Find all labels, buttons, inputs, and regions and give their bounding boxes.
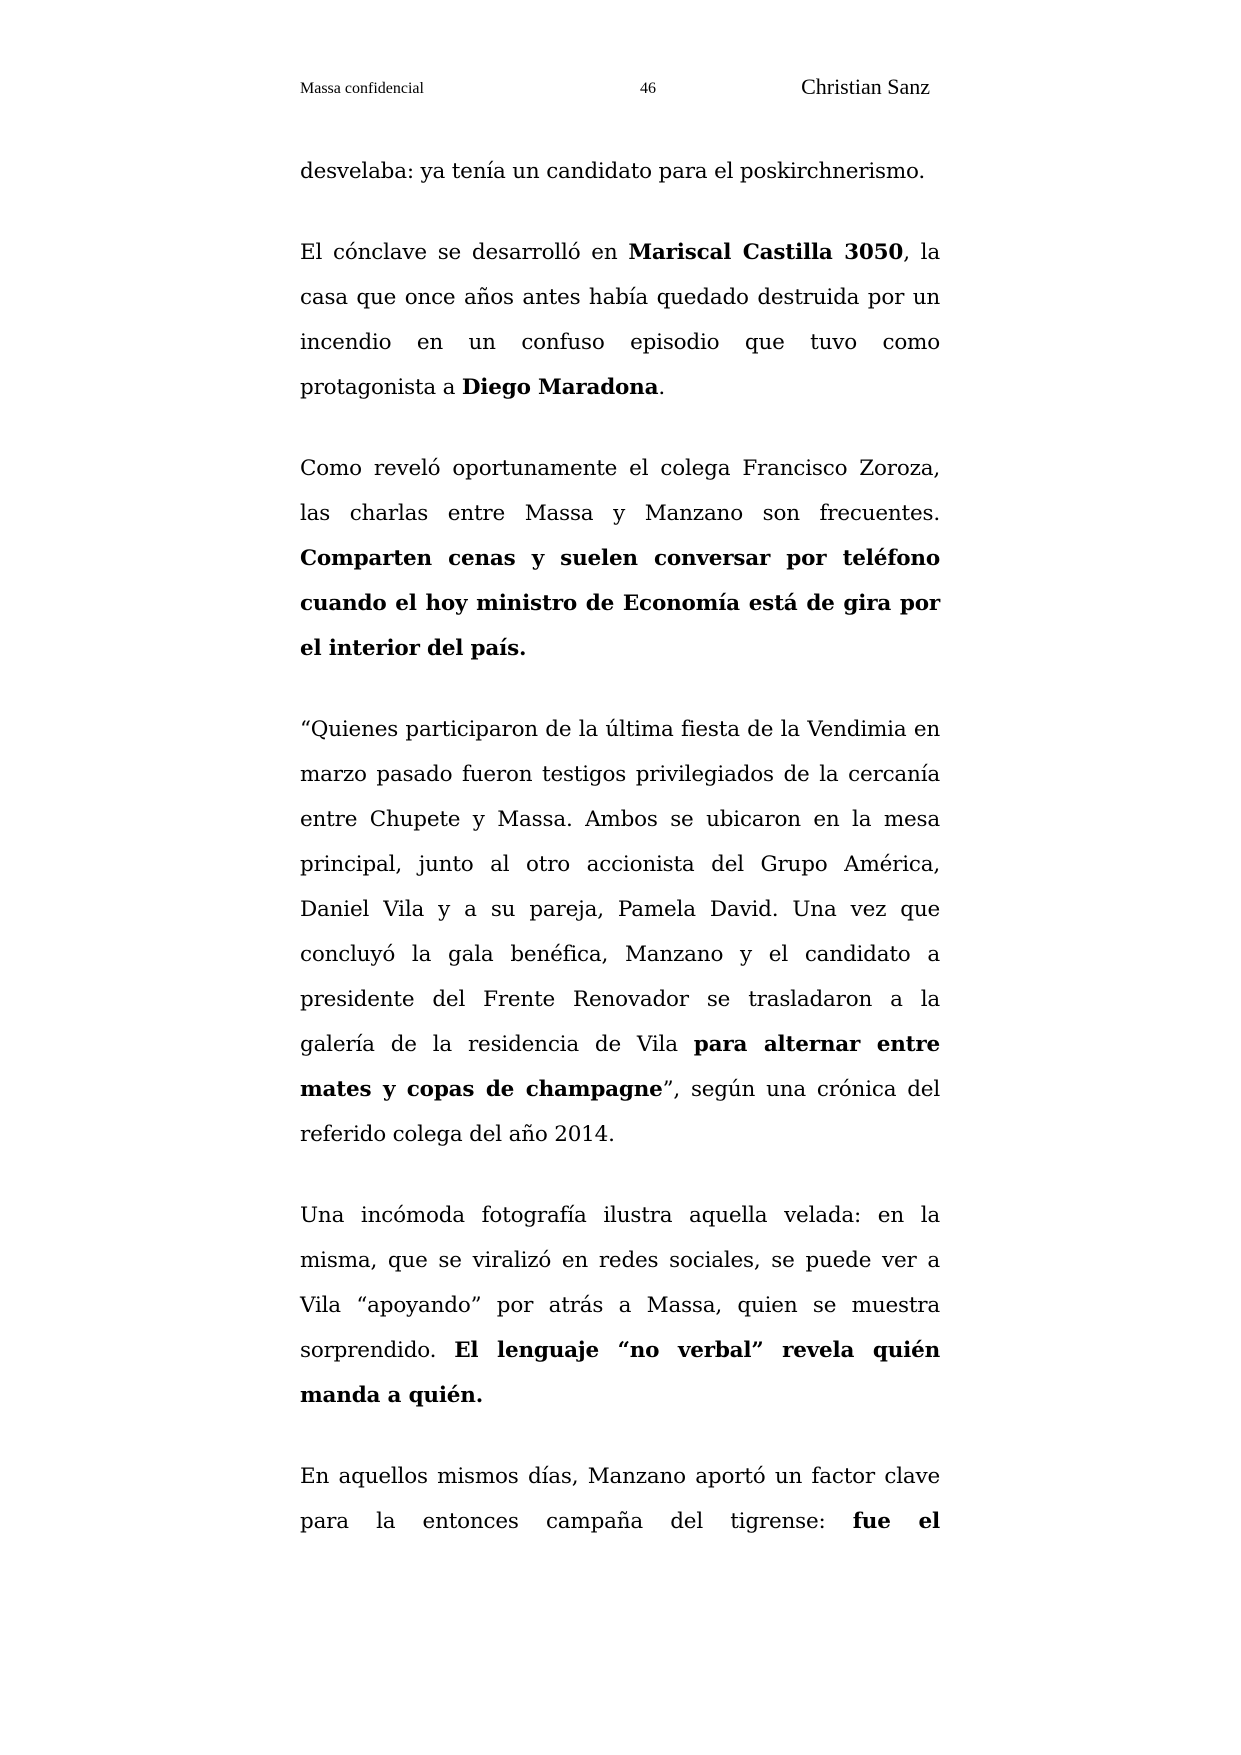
header-author: Christian Sanz: [801, 74, 930, 99]
bold-text-segment: Comparten cenas y suelen conversar por teléfono cuando el hoy ministro de Economía está de gira por el interior del país.: [300, 546, 940, 661]
text-segment: , la casa que once años antes había quedado destruida por un incendio en un confuso episodio que tuvo como protagonista a: [300, 240, 940, 400]
paragraph: [300, 1454, 940, 1544]
paragraph: [300, 149, 940, 194]
text-segment: desvelaba: ya tenía un candidato para el poskirchnerismo.: [300, 159, 926, 184]
text-segment: Como reveló oportunamente el colega Francisco Zoroza, las charlas entre Massa y Manzano son frecuentes.: [300, 456, 940, 526]
text-segment: El cónclave se desarrolló en: [300, 240, 629, 265]
header-book-title: Massa confidencial: [300, 80, 424, 97]
text-segment: ”, según una crónica del referido colega del año 2014.: [300, 1077, 940, 1147]
paragraph: [300, 1193, 940, 1418]
page-header: [300, 70, 930, 110]
paragraph: [300, 230, 940, 410]
paragraph: [300, 707, 940, 1157]
bold-text-segment: Mariscal Castilla 3050: [628, 240, 904, 265]
bold-text-segment: para alternar entre mates y copas de champagne: [300, 1032, 940, 1102]
bold-text-segment: El lenguaje “no verbal” revela quién manda a quién.: [300, 1338, 940, 1408]
text-segment: En aquellos mismos días, Manzano aportó un factor clave para la entonces campaña del tigrense:: [300, 1464, 940, 1534]
text-segment: Una incómoda fotografía ilustra aquella velada: en la misma, que se viralizó en redes sociales, se puede ver a Vila “apoyando” por atrás a Massa, quien se muestra sorprendido.: [300, 1203, 940, 1363]
bold-text-segment: fue el: [852, 1509, 940, 1534]
text-segment: “Quienes participaron de la última fiesta de la Vendimia en marzo pasado fueron testigos privilegiados de la cercanía entre Chupete y Massa. Ambos se ubicaron en la mesa principal, junto al otro accionista del Grupo América, Daniel Vila y a su pareja, Pamela David. Una vez que concluyó la gala benéfica, Manzano y el candidato a presidente del Frente Renovador se trasladaron a la galería de la residencia de Vila: [300, 717, 940, 1057]
header-page-number: 46: [640, 80, 656, 97]
bold-text-segment: Diego Maradona: [461, 375, 659, 400]
body-text: [300, 149, 940, 1580]
text-segment: .: [658, 375, 665, 400]
paragraph: [300, 446, 940, 671]
